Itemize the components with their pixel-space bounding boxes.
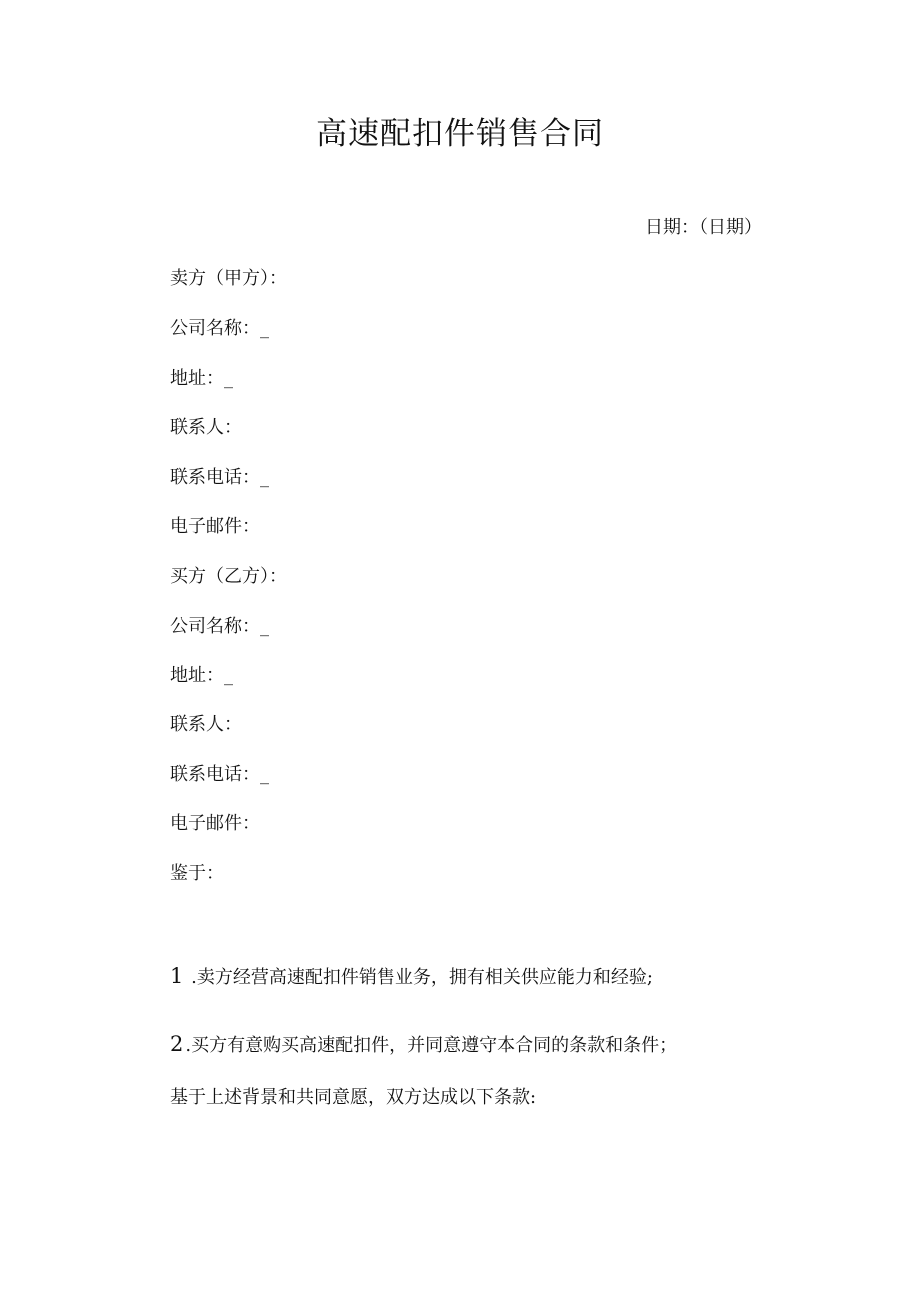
buyer-phone-field: 联系电话：_ (170, 764, 269, 785)
recital-item-text: .买方有意购买高速配扣件，并同意遵守本合同的条款和条件； (185, 1035, 678, 1056)
document-title: 高速配扣件销售合同 (316, 116, 604, 152)
seller-company-field: 公司名称：_ (170, 318, 269, 339)
seller-phone-field: 联系电话：_ (170, 467, 269, 488)
buyer-heading: 买方（乙方）： (170, 566, 287, 587)
seller-contact-field: 联系人： (170, 417, 242, 438)
recital-item-1 (170, 962, 653, 992)
recital-item-number: 1 (170, 964, 184, 988)
seller-email-field: 电子邮件： (170, 516, 260, 537)
buyer-address-field: 地址：_ (170, 665, 233, 686)
recitals-conclusion: 基于上述背景和共同意愿，双方达成以下条款: (170, 1087, 537, 1108)
seller-address-field: 地址：_ (170, 368, 233, 389)
buyer-email-field: 电子邮件： (170, 813, 260, 834)
recital-item-2 (170, 1030, 677, 1060)
buyer-company-field: 公司名称：_ (170, 616, 269, 637)
recital-item-number: 2 (170, 1032, 184, 1056)
date-line: 日期：（日期） (645, 217, 762, 238)
buyer-contact-field: 联系人： (170, 714, 242, 735)
seller-heading: 卖方（甲方）： (170, 268, 287, 289)
recitals-heading: 鉴于： (170, 863, 224, 884)
recital-item-text: .卖方经营高速配扣件销售业务，拥有相关供应能力和经验; (185, 967, 653, 988)
